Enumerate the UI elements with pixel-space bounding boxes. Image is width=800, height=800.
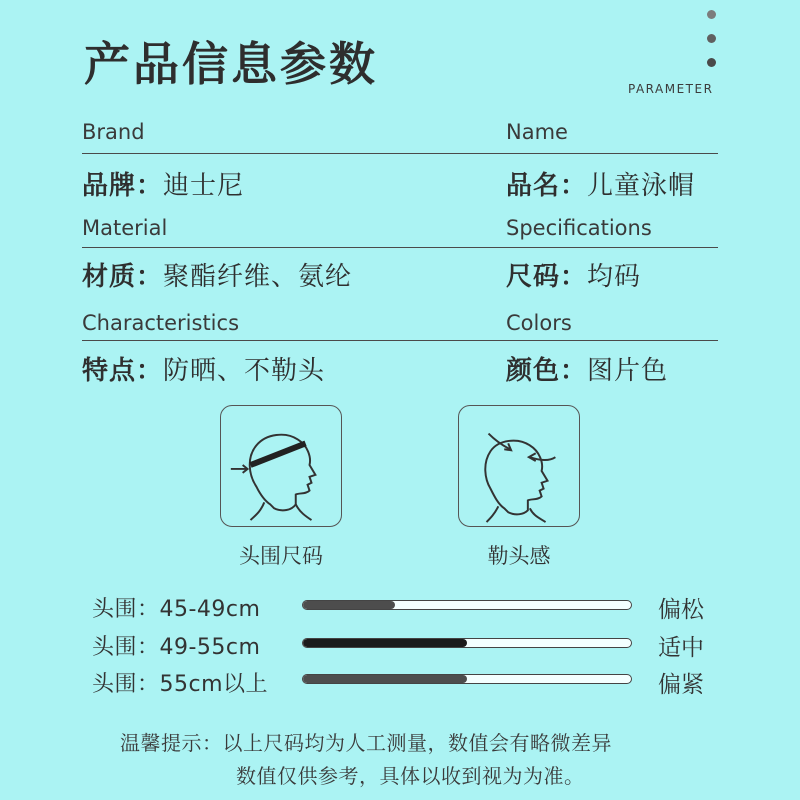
- fit-bar-fill: [303, 601, 395, 609]
- characteristics-en-label: Characteristics: [82, 311, 240, 335]
- name-value: 儿童泳帽: [587, 171, 696, 201]
- specifications-key: 尺码：: [506, 262, 588, 292]
- divider: [82, 340, 718, 341]
- specifications-row: [506, 256, 641, 293]
- tightness-caption: 勒头感: [487, 544, 551, 568]
- fit-bar: [302, 674, 632, 684]
- size-label: 头围：55cm以上: [92, 672, 269, 697]
- fit-label: 偏松: [658, 597, 704, 623]
- parameter-label: PARAMETER: [628, 82, 714, 96]
- characteristics-key: 特点：: [82, 356, 164, 386]
- head-circumference-icon: [220, 405, 342, 527]
- material-key: 材质：: [82, 262, 164, 292]
- material-en-label: Material: [82, 216, 168, 240]
- brand-key: 品牌：: [82, 171, 164, 201]
- fit-bar-fill: [303, 675, 467, 683]
- brand-row: [82, 165, 244, 202]
- fit-label: 适中: [658, 635, 704, 661]
- brand-value: 迪士尼: [163, 171, 245, 201]
- divider: [82, 153, 718, 154]
- tip-line-2: 数值仅供参考，具体以收到视为为准。: [236, 764, 585, 788]
- material-value: 聚酯纤维、氨纶: [163, 262, 353, 292]
- colors-en-label: Colors: [506, 311, 572, 335]
- characteristics-row: [82, 350, 325, 387]
- fit-bar: [302, 600, 632, 610]
- divider: [82, 247, 718, 248]
- fit-label: 偏紧: [658, 672, 704, 698]
- tightness-icon: [458, 405, 580, 527]
- name-key: 品名：: [506, 171, 588, 201]
- decor-dot: [707, 58, 716, 67]
- decor-dot: [707, 34, 716, 43]
- brand-en-label: Brand: [82, 120, 145, 144]
- specifications-en-label: Specifications: [506, 216, 652, 240]
- characteristics-value: 防晒、不勒头: [163, 356, 326, 386]
- size-label: 头围：49-55cm: [92, 635, 261, 660]
- name-en-label: Name: [506, 120, 568, 144]
- page-title: 产品信息参数: [84, 37, 378, 91]
- specifications-value: 均码: [587, 262, 642, 292]
- material-row: [82, 256, 352, 293]
- colors-key: 颜色：: [506, 356, 588, 386]
- name-row: [506, 165, 695, 202]
- decor-dot: [707, 10, 716, 19]
- size-label: 头围：45-49cm: [92, 597, 261, 622]
- colors-row: [506, 350, 668, 387]
- fit-bar: [302, 638, 632, 648]
- fit-bar-fill: [303, 639, 467, 647]
- head-circumference-caption: 头围尺码: [239, 544, 323, 568]
- tip-line-1: 温馨提示：以上尺码均为人工测量，数值会有略微差异: [120, 731, 612, 755]
- colors-value: 图片色: [587, 356, 669, 386]
